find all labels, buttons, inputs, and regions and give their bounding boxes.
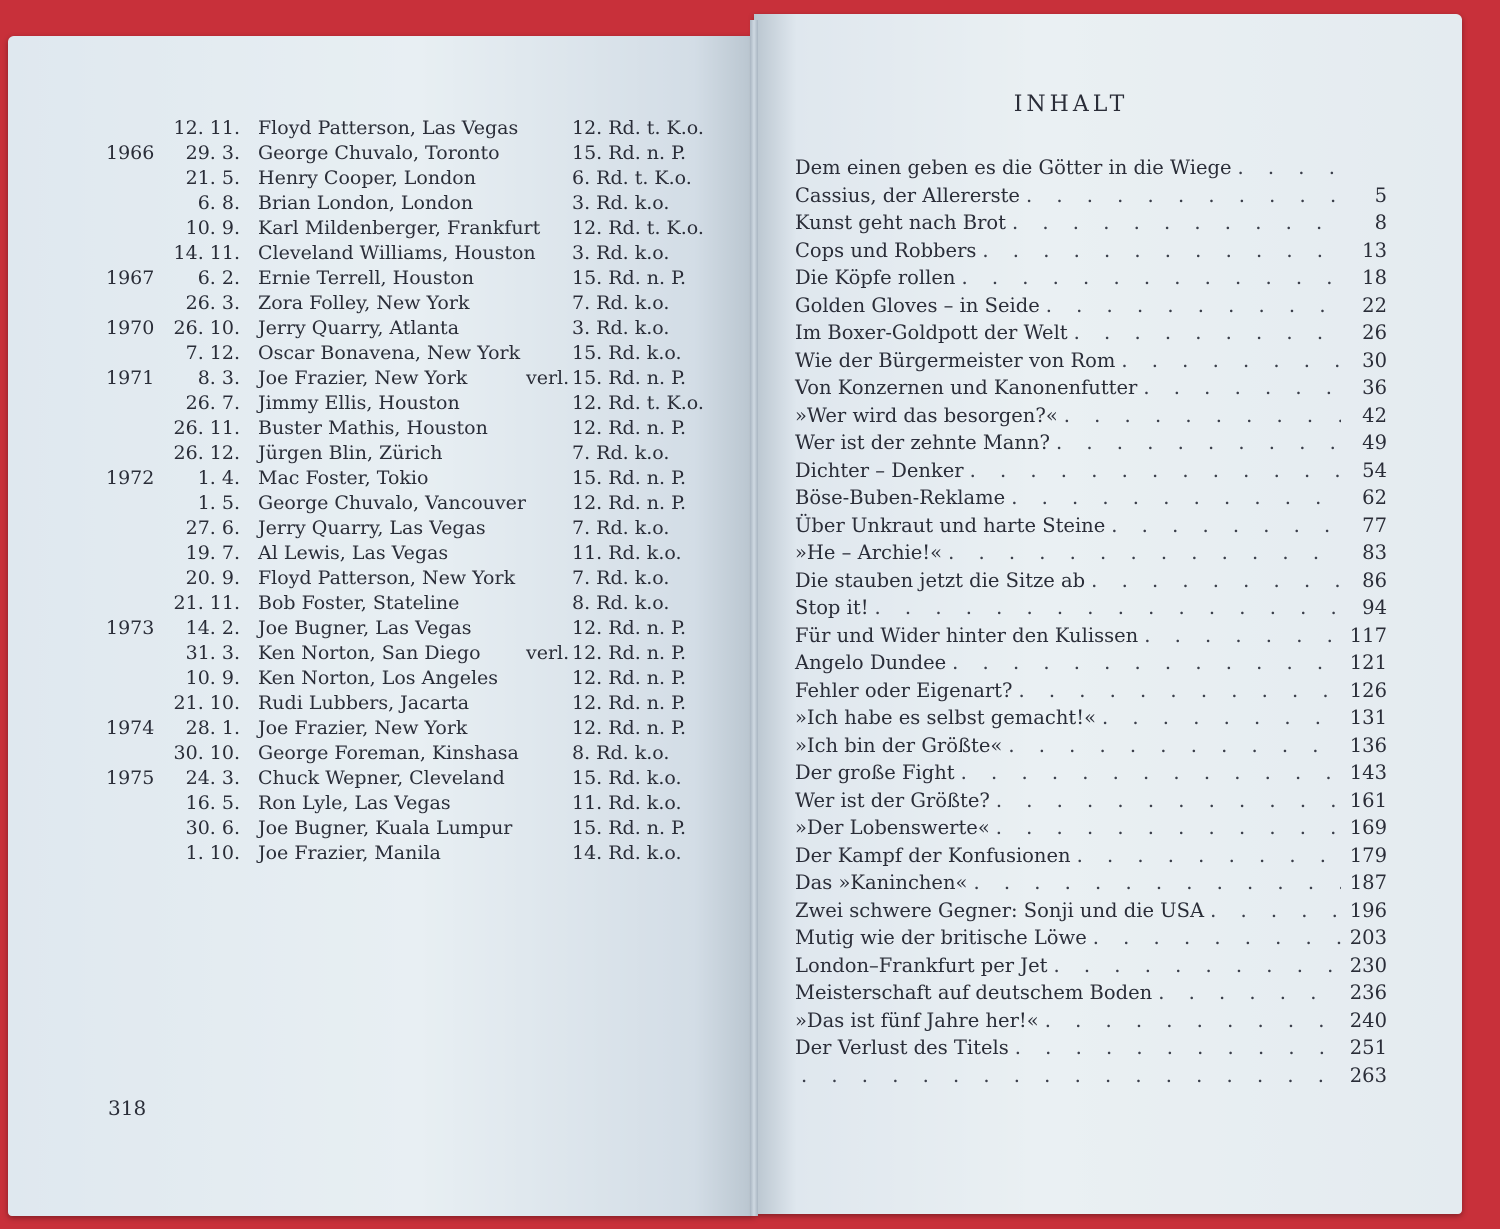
fight-row: [106, 541, 746, 566]
fight-opponent: Floyd Patterson, New York: [258, 567, 516, 589]
fight-row: [106, 816, 746, 841]
fight-result: 12. Rd. n. P.: [572, 417, 687, 439]
fight-opponent: Floyd Patterson, Las Vegas: [258, 117, 519, 139]
fight-date: 20. 9.: [185, 567, 240, 589]
fight-opponent: Joe Bugner, Kuala Lumpur: [258, 817, 513, 839]
fight-opponent: Jimmy Ellis, Houston: [258, 392, 460, 414]
dot-leader: [952, 649, 1341, 677]
fight-date: 1. 5.: [197, 492, 240, 514]
toc-entry: [795, 402, 1387, 430]
toc-entry-page: 62: [1362, 486, 1387, 509]
fight-date: 16. 5.: [185, 792, 240, 814]
fight-opponent: Joe Frazier, New York: [258, 367, 468, 389]
fight-date: 1. 4.: [197, 467, 240, 489]
dot-leader: [1158, 979, 1341, 1007]
toc-entry: [795, 594, 1387, 622]
toc-entry: [795, 814, 1387, 842]
dot-leader: [1093, 924, 1341, 952]
fight-date: 26. 10.: [173, 317, 240, 339]
fight-result: 15. Rd. n. P.: [572, 367, 687, 389]
fight-opponent: George Chuvalo, Toronto: [258, 142, 500, 164]
toc-entry-page: 240: [1349, 1008, 1387, 1032]
dot-leader: [1143, 374, 1341, 402]
fight-row: [106, 491, 746, 516]
fight-year: 1974: [106, 717, 155, 739]
toc-entry: [795, 374, 1387, 402]
fight-date: 14. 2.: [185, 617, 240, 639]
fight-result: 3. Rd. k.o.: [572, 192, 670, 214]
fight-result: 7. Rd. k.o.: [572, 567, 670, 589]
toc-entry-title: Angelo Dundee: [795, 651, 947, 674]
toc-entry-title: »Wer wird das besorgen?«: [795, 403, 1058, 427]
fight-row: [106, 691, 746, 716]
toc-entry-title: Mutig wie der britische Löwe: [795, 926, 1087, 949]
toc-entry: [795, 539, 1387, 567]
fight-row: [106, 141, 746, 166]
toc-entry-page: 263: [1349, 1063, 1387, 1087]
fight-row: [106, 116, 746, 141]
fight-row: [106, 566, 746, 591]
toc-entry-title: Cops und Robbers: [795, 238, 977, 262]
fight-result: 15. Rd. k.o.: [572, 767, 682, 789]
toc-title: INHALT: [1013, 92, 1129, 117]
toc-entry-page: 22: [1362, 293, 1387, 317]
fight-result: 12. Rd. t. K.o.: [572, 392, 704, 414]
fight-note: verl.: [526, 642, 570, 664]
toc-entry: [795, 1062, 1387, 1090]
toc-entry: [795, 567, 1387, 595]
fight-result: 8. Rd. k.o.: [572, 742, 670, 764]
fight-opponent: Rudi Lubbers, Jacarta: [258, 692, 470, 714]
toc-entry: [795, 869, 1387, 897]
fight-opponent: Ernie Terrell, Houston: [258, 267, 474, 289]
fight-row: [106, 591, 746, 616]
fight-opponent: George Chuvalo, Vancouver: [258, 492, 526, 514]
fight-date: 29. 3.: [185, 142, 240, 164]
dot-leader: [1054, 952, 1341, 980]
toc-entry: [795, 264, 1387, 292]
fight-result: 15. Rd. n. P.: [572, 467, 687, 489]
toc-entry-title: Der große Fight: [795, 761, 955, 784]
fight-date: 10. 9.: [185, 667, 240, 689]
toc-entry-title: Im Boxer-Goldpott der Welt: [795, 321, 1068, 344]
toc-entry-page: 94: [1362, 596, 1387, 619]
fight-row: [106, 641, 746, 666]
fight-row: [106, 441, 746, 466]
fight-opponent: Joe Bugner, Las Vegas: [258, 617, 472, 639]
fight-row: [106, 266, 746, 291]
toc-entry-title: Die Köpfe rollen: [795, 266, 956, 289]
fight-row: [106, 516, 746, 541]
toc-entry-page: 49: [1362, 431, 1387, 454]
toc-entry: [795, 759, 1387, 787]
toc-entry: [795, 649, 1387, 677]
toc-entry: [795, 292, 1387, 320]
toc-entry-title: »Der Lobenswerte«: [795, 816, 990, 839]
toc-entry: [795, 154, 1387, 182]
fight-date: 21. 11.: [173, 592, 240, 614]
fight-row: [106, 416, 746, 441]
fight-result: 12. Rd. n. P.: [572, 667, 687, 689]
fight-result: 3. Rd. k.o.: [572, 317, 670, 339]
fight-date: 21. 5.: [185, 167, 240, 189]
dot-leader: [1015, 1034, 1341, 1062]
fight-opponent: Joe Frazier, Manila: [258, 842, 441, 864]
toc-entry: [795, 952, 1387, 980]
fight-opponent: Jürgen Blin, Zürich: [258, 442, 443, 464]
toc-entry-page: 203: [1349, 926, 1387, 949]
dot-leader: [1045, 1007, 1341, 1035]
fight-row: [106, 716, 746, 741]
toc-entry-page: 131: [1349, 706, 1387, 729]
toc-entry-page: 77: [1362, 513, 1387, 537]
dot-leader: [982, 237, 1341, 265]
fight-opponent: Ron Lyle, Las Vegas: [258, 792, 451, 814]
fight-result: 11. Rd. k.o.: [572, 792, 682, 814]
toc-entry-page: 54: [1362, 458, 1387, 482]
toc-entry-title: Von Konzernen und Kanonenfutter: [795, 376, 1138, 399]
fight-opponent: Cleveland Williams, Houston: [258, 242, 536, 264]
toc-entry-title: London–Frankfurt per Jet: [795, 953, 1048, 977]
toc-entry-page: 196: [1349, 898, 1387, 922]
fight-row: [106, 191, 746, 216]
toc-entry-title: Für und Wider hinter den Kulissen: [795, 623, 1139, 647]
dot-leader: [1056, 429, 1341, 457]
fight-opponent: George Foreman, Kinshasa: [258, 742, 519, 764]
dot-leader: [970, 457, 1341, 485]
fight-year: 1966: [106, 142, 155, 164]
fight-result: 3. Rd. k.o.: [572, 242, 670, 264]
fight-result: 12. Rd. n. P.: [572, 492, 687, 514]
fight-date: 26. 7.: [185, 392, 240, 414]
toc-entry-page: 117: [1349, 623, 1387, 647]
toc-entry: [795, 732, 1387, 760]
toc-entry-page: 5: [1374, 183, 1387, 207]
fight-date: 30. 10.: [173, 742, 240, 764]
fight-note: verl.: [526, 367, 570, 389]
fight-year: 1972: [106, 467, 155, 489]
fight-result: 11. Rd. k.o.: [572, 542, 682, 564]
fight-row: [106, 241, 746, 266]
toc-entry-title: Stop it!: [795, 596, 869, 619]
toc-entry: [795, 677, 1387, 705]
toc-entry-page: 36: [1362, 376, 1387, 399]
fight-row: [106, 766, 746, 791]
toc-entry: [795, 842, 1387, 870]
toc-entry-page: 169: [1349, 816, 1387, 839]
toc-entry-page: 13: [1362, 238, 1387, 262]
fight-opponent: Ken Norton, Los Angeles: [258, 667, 499, 689]
toc-entry: [795, 182, 1387, 210]
toc-entry-page: 121: [1349, 651, 1387, 674]
fight-opponent: Henry Cooper, London: [258, 167, 476, 189]
toc-entry-page: 18: [1362, 266, 1387, 289]
dot-leader: [1026, 182, 1341, 210]
fight-year: 1970: [106, 317, 155, 339]
toc-entry-title: »Ich bin der Größte«: [795, 733, 1003, 757]
fight-opponent: Oscar Bonavena, New York: [258, 342, 521, 364]
toc-entry-title: Fehler oder Eigenart?: [795, 678, 1013, 702]
fight-year: 1975: [106, 767, 155, 789]
toc-entry-title: Die stauben jetzt die Sitze ab: [795, 568, 1086, 592]
dot-leader: [1111, 512, 1341, 540]
toc-entry-title: Cassius, der Allererste: [795, 183, 1020, 207]
fight-year: 1973: [106, 617, 155, 639]
toc-entry-page: 86: [1362, 568, 1387, 592]
toc-entry: [795, 429, 1387, 457]
fight-date: 19. 7.: [185, 542, 240, 564]
fight-row: [106, 391, 746, 416]
toc-entry-title: Das »Kaninchen«: [795, 871, 968, 894]
toc-entry: [795, 237, 1387, 265]
fight-date: 26. 12.: [173, 442, 240, 464]
fight-date: 7. 12.: [185, 342, 240, 364]
fight-result: 7. Rd. k.o.: [572, 517, 670, 539]
fight-result: 6. Rd. t. K.o.: [572, 167, 692, 189]
dot-leader: [1046, 292, 1341, 320]
fight-result: 15. Rd. k.o.: [572, 342, 682, 364]
toc-entry-title: Meisterschaft auf deutschem Boden: [795, 981, 1153, 1004]
dot-leader: [996, 814, 1341, 842]
toc-entry-page: 42: [1362, 403, 1387, 427]
fight-date: 27. 6.: [185, 517, 240, 539]
toc-entry: [795, 1007, 1387, 1035]
toc-entry-title: Golden Gloves – in Seide: [795, 293, 1040, 317]
toc-entry: [795, 457, 1387, 485]
dot-leader: [1121, 347, 1341, 375]
fight-opponent: Jerry Quarry, Atlanta: [258, 317, 460, 339]
fight-date: 6. 8.: [197, 192, 240, 214]
toc-entry-title: Der Verlust des Titels: [795, 1036, 1009, 1059]
fight-opponent: Joe Frazier, New York: [258, 717, 468, 739]
fight-result: 14. Rd. k.o.: [572, 842, 682, 864]
toc-entry-page: 236: [1349, 981, 1387, 1004]
fight-opponent: Chuck Wepner, Cleveland: [258, 767, 505, 789]
dot-leader: [1011, 484, 1341, 512]
toc-entry-title: Kunst geht nach Brot: [795, 211, 1007, 234]
fight-row: [106, 291, 746, 316]
fight-result: 12. Rd. n. P.: [572, 692, 687, 714]
fight-row: [106, 466, 746, 491]
dot-leader: [1091, 567, 1341, 595]
toc-entry-title: Böse-Buben-Reklame: [795, 486, 1006, 509]
toc-entry-title: »Ich habe es selbst gemacht!«: [795, 706, 1096, 729]
fight-row: [106, 316, 746, 341]
fight-result: 12. Rd. n. P.: [572, 642, 687, 664]
fight-date: 14. 11.: [173, 242, 240, 264]
fight-opponent: Zora Folley, New York: [258, 292, 470, 314]
dot-leader: [801, 1062, 1341, 1090]
fight-row: [106, 616, 746, 641]
fight-result: 12. Rd. n. P.: [572, 717, 687, 739]
toc-entry: [795, 1034, 1387, 1062]
dot-leader: [1102, 704, 1341, 732]
toc-entry-title: Über Unkraut und harte Steine: [795, 513, 1106, 537]
toc-entry-page: 83: [1362, 541, 1387, 564]
fight-date: 30. 6.: [185, 817, 240, 839]
fight-opponent: Jerry Quarry, Las Vegas: [258, 517, 486, 539]
fight-row: [106, 216, 746, 241]
toc-entry-page: 161: [1349, 788, 1387, 812]
dot-leader: [1077, 842, 1341, 870]
toc-entry-page: 136: [1349, 733, 1387, 757]
fight-result: 15. Rd. n. P.: [572, 817, 687, 839]
toc-entry: [795, 897, 1387, 925]
dot-leader: [973, 869, 1341, 897]
toc-entry-page: 187: [1349, 871, 1387, 894]
fight-opponent: Brian London, London: [258, 192, 474, 214]
toc-entry: [795, 979, 1387, 1007]
fight-year: 1967: [106, 267, 155, 289]
fight-date: 6. 2.: [197, 267, 240, 289]
fight-row: [106, 741, 746, 766]
toc-entry-title: Der Kampf der Konfusionen: [795, 843, 1071, 867]
fight-result: 12. Rd. t. K.o.: [572, 217, 704, 239]
fight-date: 21. 10.: [173, 692, 240, 714]
toc-entry-title: Wer ist der Größte?: [795, 788, 990, 812]
fight-date: 1. 10.: [185, 842, 240, 864]
fight-row: [106, 341, 746, 366]
fight-opponent: Al Lewis, Las Vegas: [258, 542, 449, 564]
fight-opponent: Bob Foster, Stateline: [258, 592, 460, 614]
toc-entry-title: Dem einen geben es die Götter in die Wiege: [795, 156, 1232, 179]
dot-leader: [1008, 732, 1341, 760]
toc-entry: [795, 704, 1387, 732]
fight-result: 12. Rd. t. K.o.: [572, 117, 704, 139]
table-of-contents: [795, 154, 1387, 1089]
fight-date: 26. 3.: [185, 292, 240, 314]
fight-row: [106, 791, 746, 816]
fight-row: [106, 366, 746, 391]
toc-entry-page: 30: [1362, 348, 1387, 372]
fight-opponent: Ken Norton, San Diego: [258, 642, 481, 664]
fight-result: 12. Rd. n. P.: [572, 617, 687, 639]
fight-date: 26. 11.: [173, 417, 240, 439]
toc-entry: [795, 319, 1387, 347]
toc-entry-page: 230: [1349, 953, 1387, 977]
fight-opponent: Karl Mildenberger, Frankfurt: [258, 217, 541, 239]
fight-date: 28. 1.: [185, 717, 240, 739]
dot-leader: [1074, 319, 1341, 347]
fight-row: [106, 666, 746, 691]
fight-opponent: Buster Mathis, Houston: [258, 417, 488, 439]
dot-leader: [1012, 209, 1341, 237]
toc-entry-page: 8: [1374, 211, 1387, 234]
toc-entry-page: 126: [1349, 678, 1387, 702]
fight-date: 24. 3.: [185, 767, 240, 789]
fight-result: 7. Rd. k.o.: [572, 292, 670, 314]
fight-date: 31. 3.: [185, 642, 240, 664]
dot-leader: [1018, 677, 1341, 705]
toc-entry-title: Zwei schwere Gegner: Sonji und die USA: [795, 898, 1205, 922]
fight-result: 15. Rd. n. P.: [572, 142, 687, 164]
fight-result: 8. Rd. k.o.: [572, 592, 670, 614]
fight-date: 12. 11.: [173, 117, 240, 139]
fight-opponent: Mac Foster, Tokio: [258, 467, 429, 489]
fight-row: [106, 841, 746, 866]
toc-entry: [795, 622, 1387, 650]
fight-date: 8. 3.: [197, 367, 240, 389]
dot-leader: [1238, 154, 1341, 182]
dot-leader: [996, 787, 1341, 815]
dot-leader: [1144, 622, 1341, 650]
dot-leader: [948, 539, 1341, 567]
dot-leader: [961, 264, 1341, 292]
fight-result: 15. Rd. n. P.: [572, 267, 687, 289]
fight-result: 7. Rd. k.o.: [572, 442, 670, 464]
toc-entry-title: Dichter – Denker: [795, 458, 964, 482]
toc-entry-title: »He – Archie!«: [795, 541, 943, 564]
toc-entry-page: 143: [1349, 761, 1387, 784]
toc-entry: [795, 512, 1387, 540]
book-spine: [750, 20, 758, 1216]
toc-entry: [795, 787, 1387, 815]
toc-entry-page: 26: [1362, 321, 1387, 344]
fight-row: [106, 166, 746, 191]
dot-leader: [961, 759, 1341, 787]
toc-entry: [795, 347, 1387, 375]
toc-entry-title: Wer ist der zehnte Mann?: [795, 431, 1051, 454]
dot-leader: [1210, 897, 1341, 925]
toc-entry-page: 179: [1349, 843, 1387, 867]
toc-entry: [795, 209, 1387, 237]
fight-date: 10. 9.: [185, 217, 240, 239]
toc-entry: [795, 924, 1387, 952]
fight-record-list: [106, 116, 746, 866]
toc-entry-title: »Das ist fünf Jahre her!«: [795, 1008, 1039, 1032]
page-number: 318: [108, 1096, 147, 1120]
toc-entry-title: Wie der Bürgermeister von Rom: [795, 348, 1116, 372]
fight-year: 1971: [106, 367, 155, 389]
dot-leader: [875, 594, 1341, 622]
toc-entry-page: 251: [1349, 1036, 1387, 1059]
dot-leader: [1064, 402, 1341, 430]
toc-entry: [795, 484, 1387, 512]
